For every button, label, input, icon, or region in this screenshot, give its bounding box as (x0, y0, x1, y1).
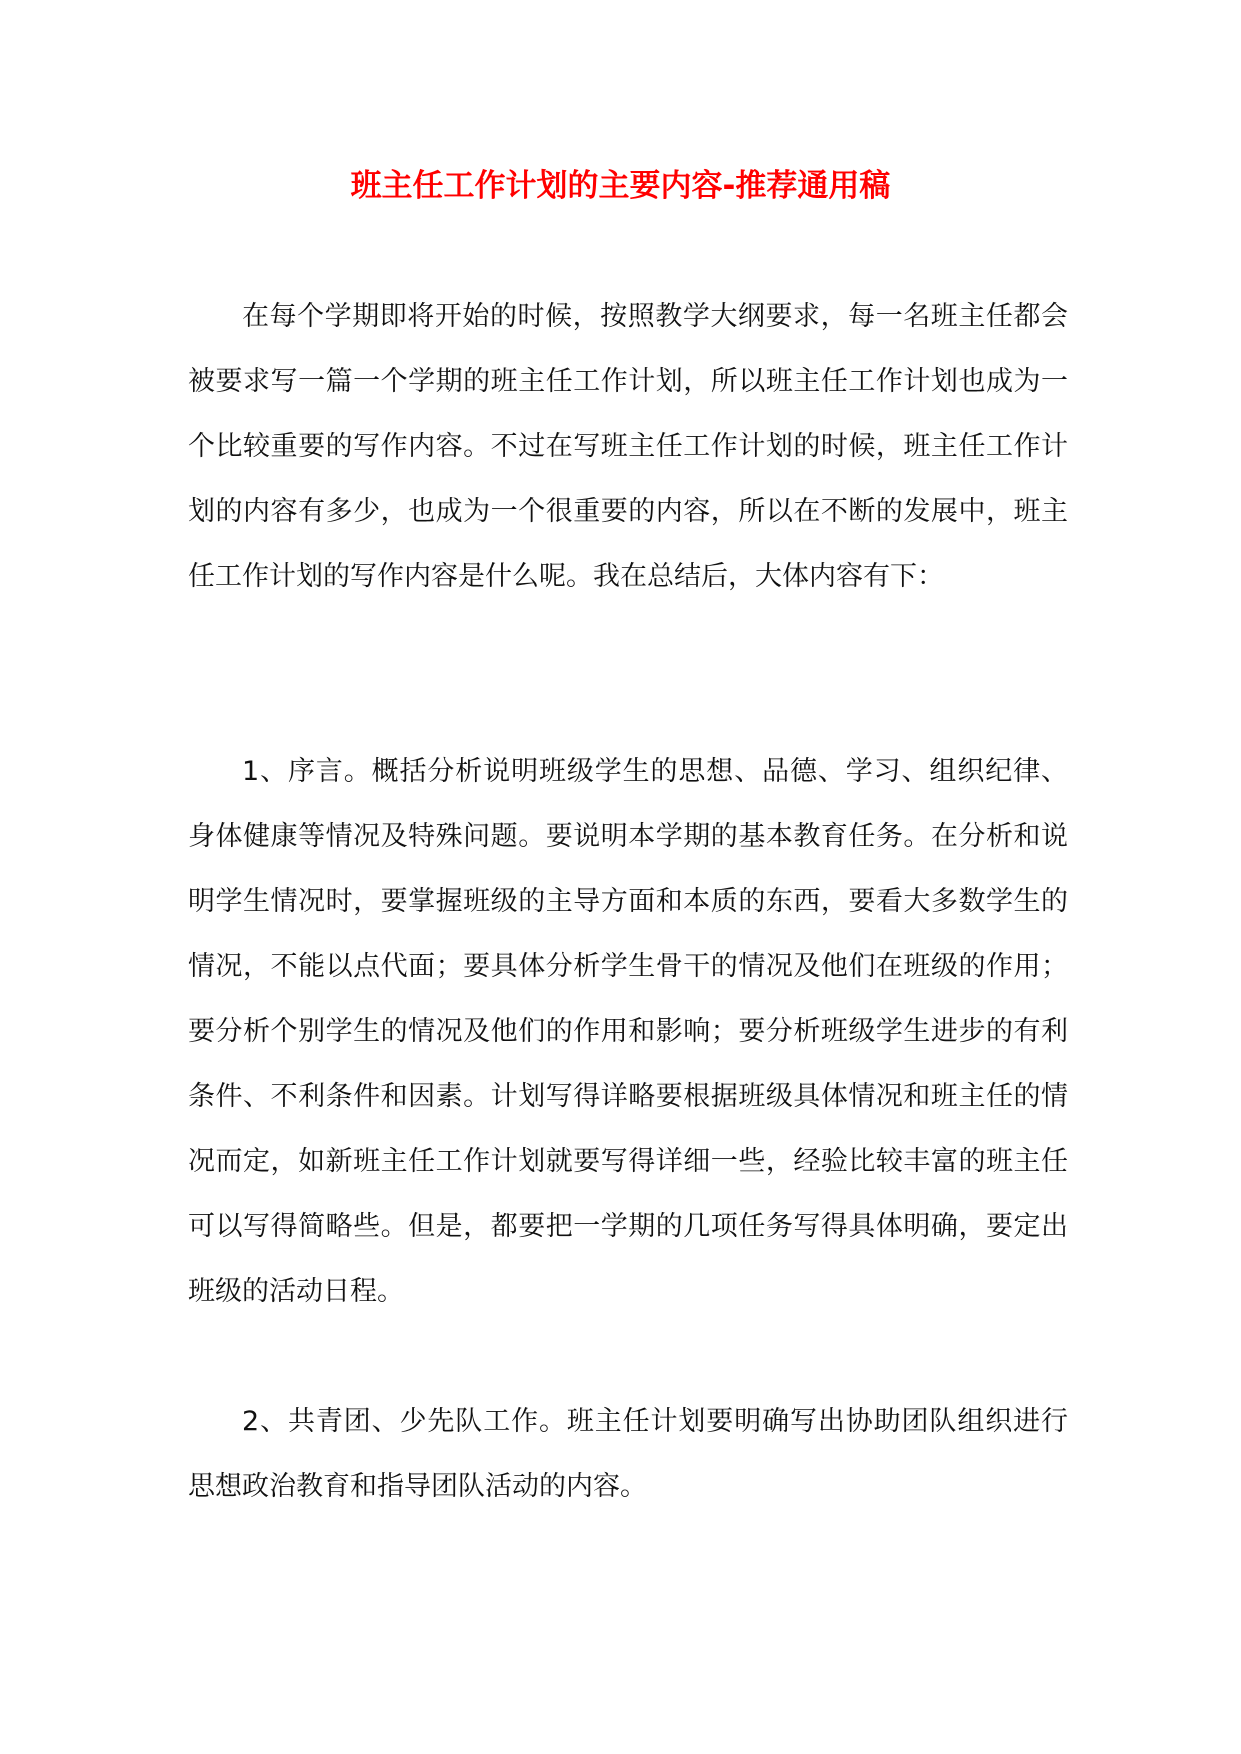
paragraph-section-2: 2、共青团、少先队工作。班主任计划要明确写出协助团队组织进行思想政治教育和指导团队活动的内容。 (188, 1406, 1068, 1502)
paragraph-intro: 在每个学期即将开始的时候，按照教学大纲要求，每一名班主任都会被要求写一篇一个学期的班主任工作计划，所以班主任工作计划也成为一个比较重要的写作内容。不过在写班主任工作计划的时候，班主任工作计划的内容有多少，也成为一个很重要的内容，所以在不断的发展中，班主任工作计划的写作内容是什么呢。我在总结后，大体内容有下： (188, 301, 1068, 592)
paragraph-section-1: 1、序言。概括分析说明班级学生的思想、品德、学习、组织纪律、身体健康等情况及特殊问题。要说明本学期的基本教育任务。在分析和说明学生情况时，要掌握班级的主导方面和本质的东西，要看大多数学生的情况，不能以点代面；要具体分析学生骨干的情况及他们在班级的作用；要分析个别学生的情况及他们的作用和影响；要分析班级学生进步的有利条件、不利条件和因素。计划写得详略要根据班级具体情况和班主任的情况而定，如新班主任工作计划就要写得详细一些，经验比较丰富的班主任可以写得简略些。但是，都要把一学期的几项任务写得具体明确，要定出班级的活动日程。 (188, 756, 1068, 1307)
document-title: 班主任工作计划的主要内容-推荐通用稿 (350, 168, 891, 204)
